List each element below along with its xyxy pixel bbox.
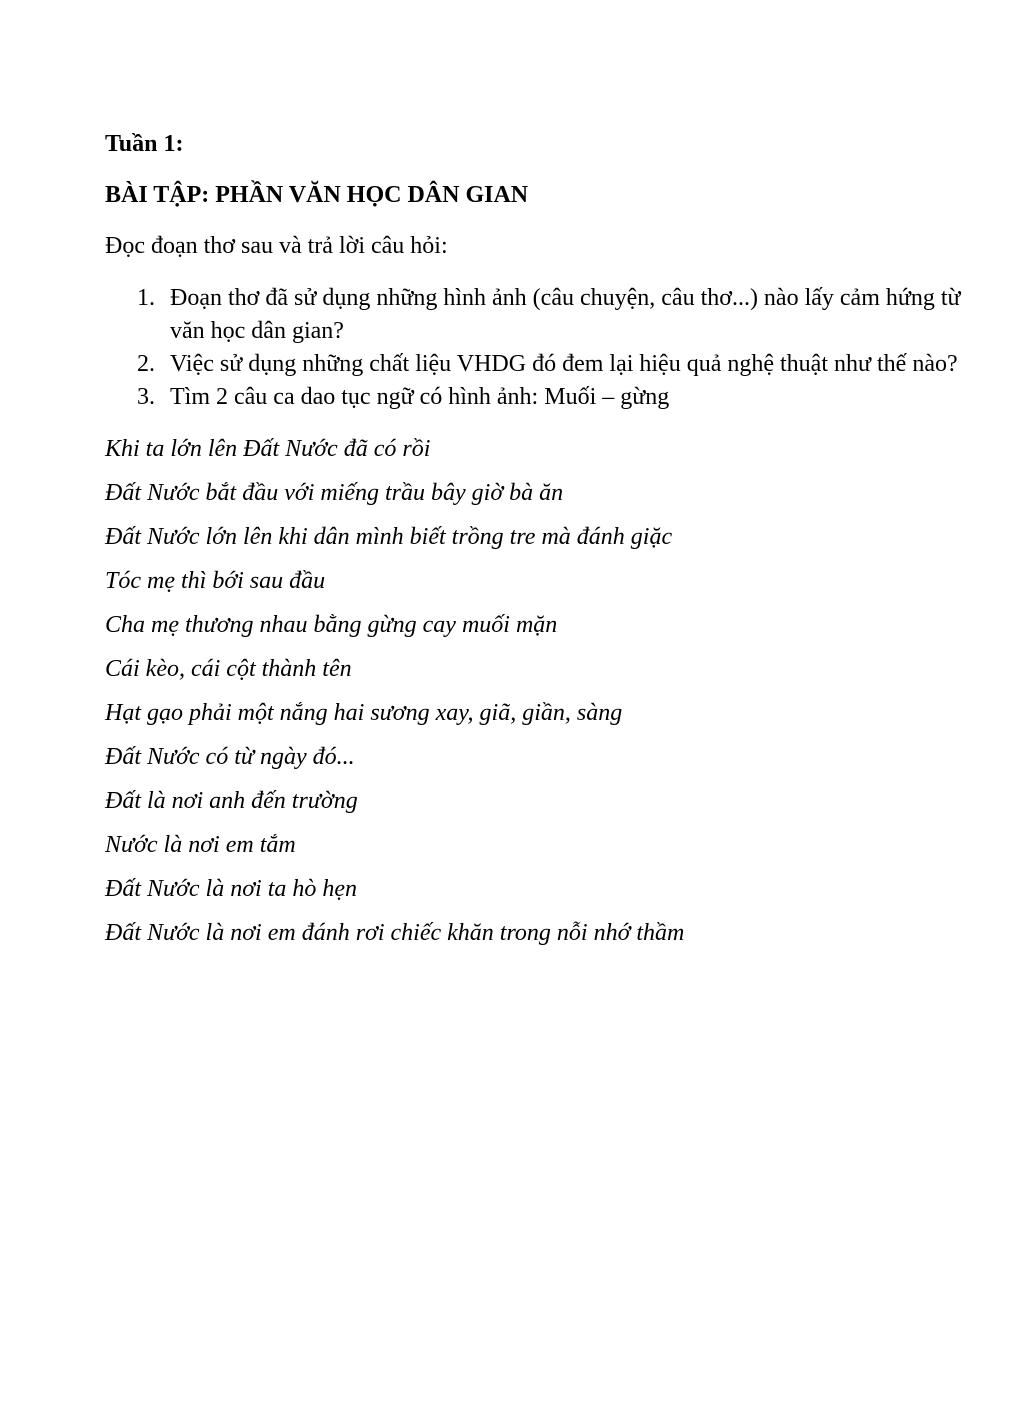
poem-line: Đất Nước là nơi em đánh rơi chiếc khăn trong nỗi nhớ thầm (105, 920, 685, 946)
document-page (105, 128, 965, 961)
question-number: 1. (137, 285, 155, 311)
question-list (105, 282, 965, 414)
poem-line: Đất là nơi anh đến trường (105, 788, 358, 814)
poem-line: Tóc mẹ thì bới sau đầu (105, 568, 326, 594)
question-text: Việc sử dụng những chất liệu VHDG đó đem lại hiệu quả nghệ thuật như thế nào? (170, 351, 958, 377)
poem-line: Cha mẹ thương nhau bằng gừng cay muối mặn (105, 612, 558, 638)
question-item (105, 348, 965, 381)
poem-excerpt (105, 433, 965, 950)
poem-line: Nước là nơi em tắm (105, 832, 296, 858)
instruction-text: Đọc đoạn thơ sau và trả lời câu hỏi: (105, 233, 448, 259)
poem-line: Đất Nước là nơi ta hò hẹn (105, 876, 358, 902)
poem-line: Hạt gạo phải một nắng hai sương xay, giã, giần, sàng (105, 700, 623, 726)
question-number: 2. (137, 351, 155, 377)
question-item (105, 381, 965, 414)
poem-line: Khi ta lớn lên Đất Nước đã có rồi (105, 436, 431, 462)
week-heading: Tuần 1: (105, 131, 184, 157)
poem-line: Đất Nước bắt đầu với miếng trầu bây giờ bà ăn (105, 480, 564, 506)
poem-line: Đất Nước lớn lên khi dân mình biết trồng tre mà đánh giặc (105, 524, 673, 550)
question-text: Tìm 2 câu ca dao tục ngữ có hình ảnh: Muối – gừng (170, 384, 670, 410)
question-item (105, 282, 965, 348)
poem-line: Cái kèo, cái cột thành tên (105, 656, 352, 682)
exercise-title: BÀI TẬP: PHẦN VĂN HỌC DÂN GIAN (105, 182, 529, 208)
question-text: Đoạn thơ đã sử dụng những hình ảnh (câu chuyện, câu thơ...) nào lấy cảm hứng từ văn học dân gian? (170, 285, 961, 344)
poem-line: Đất Nước có từ ngày đó... (105, 744, 355, 770)
question-number: 3. (137, 384, 155, 410)
